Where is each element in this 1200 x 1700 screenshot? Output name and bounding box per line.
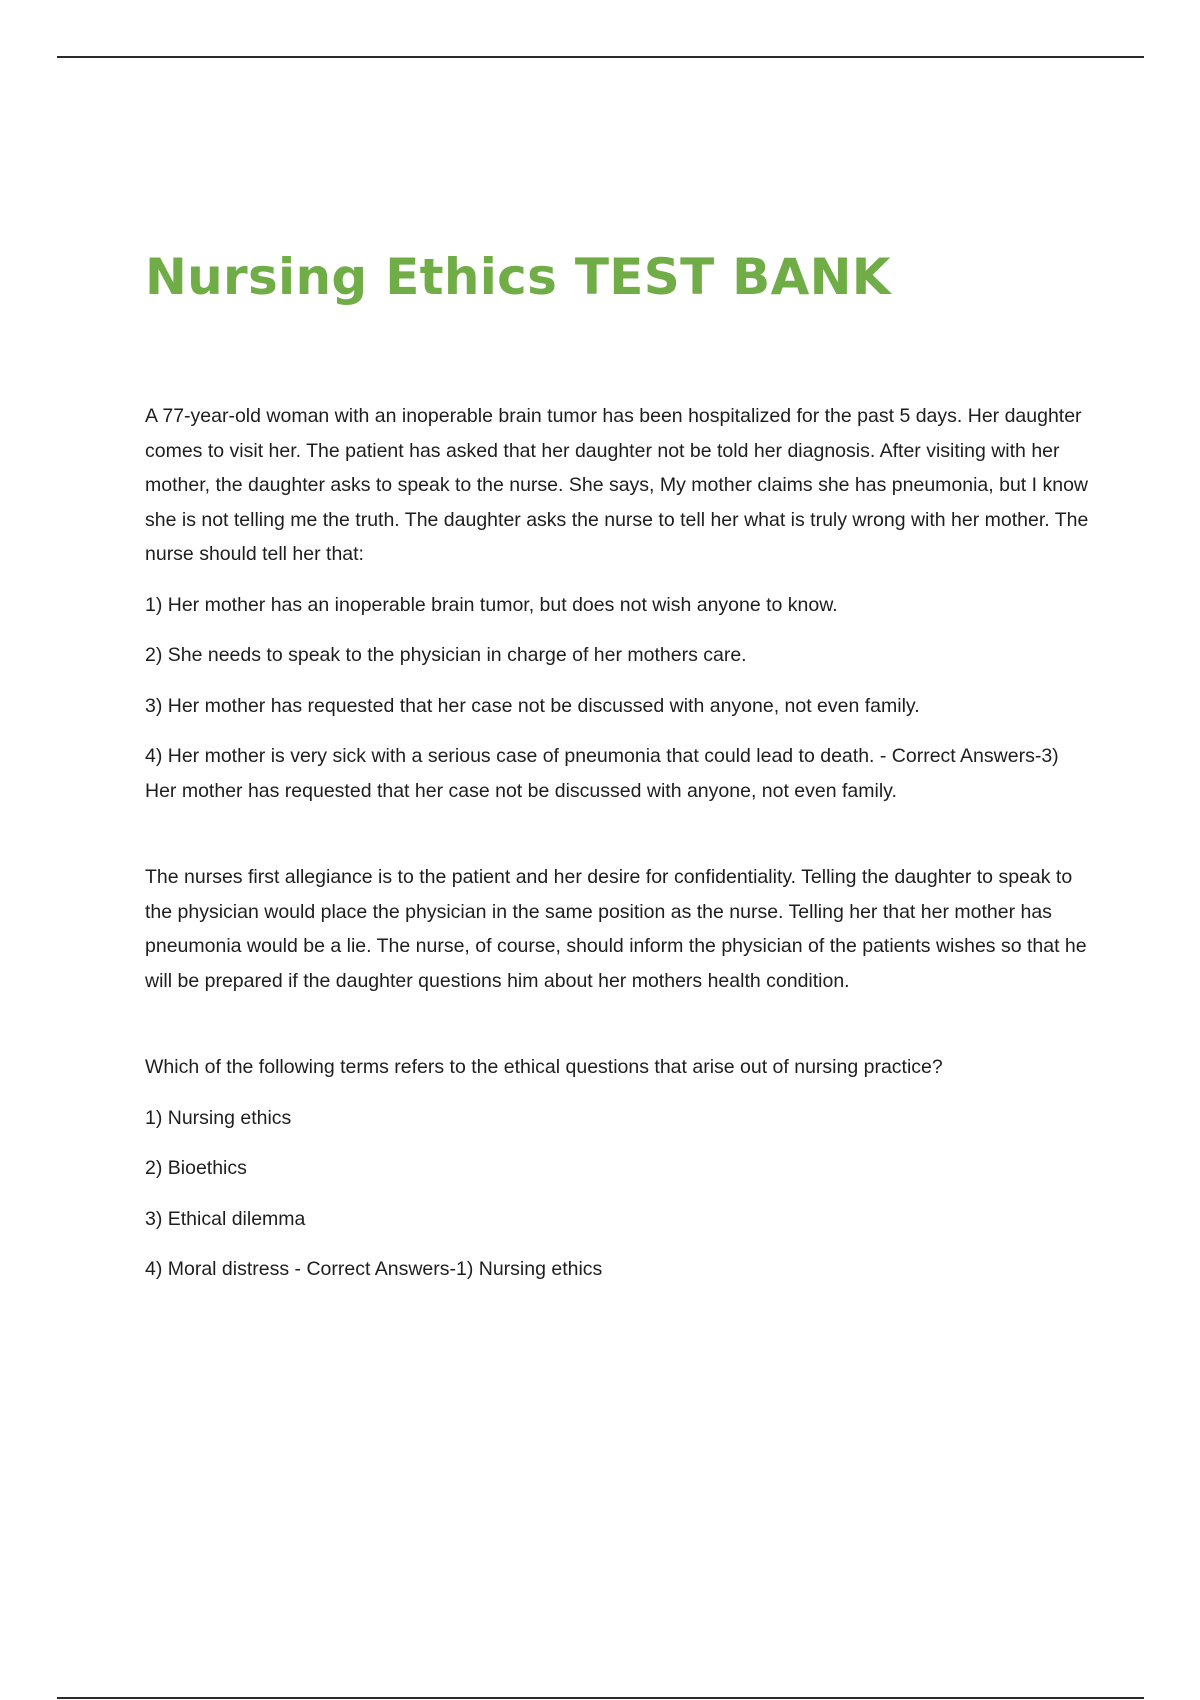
question-1-rationale: The nurses first allegiance is to the patient and her desire for confidentiality. Telling the daughter to speak to the physician would place the physician in the same position as the nurse. Telling her that her mother has pneumonia would be a lie. The nurse, of course, should inform the physician of the patients wishes so that he will be prepared if the daughter questions him about her mothers health condition.	[145, 866, 1087, 992]
question-2-stem: Which of the following terms refers to the ethical questions that arise out of nursing practice?	[145, 1056, 943, 1078]
question-2	[145, 1050, 1090, 1287]
question-1-option-2: 2) She needs to speak to the physician in charge of her mothers care.	[145, 644, 747, 666]
question-1-stem: A 77-year-old woman with an inoperable brain tumor has been hospitalized for the past 5 days. Her daughter comes to visit her. The patient has asked that her daughter not be told her diagnosis. After visiting with her mother, the daughter asks to speak to the nurse. She says, My mother claims she has pneumonia, but I know she is not telling me the truth. The daughter asks the nurse to tell her what is truly wrong with her mother. The nurse should tell her that:	[145, 405, 1089, 565]
question-1-option-3: 3) Her mother has requested that her case not be discussed with anyone, not even family.	[145, 694, 920, 717]
document-body	[145, 399, 1090, 1287]
question-2-option-3: 3) Ethical dilemma	[145, 1207, 306, 1230]
header-rule	[57, 56, 1144, 58]
question-1	[145, 399, 1090, 808]
document-title: Nursing Ethics TEST BANK	[145, 248, 891, 306]
question-1-option-1: 1) Her mother has an inoperable brain tumor, but does not wish anyone to know.	[145, 593, 838, 616]
question-2-option-2: 2) Bioethics	[145, 1157, 247, 1179]
question-1-option-4: 4) Her mother is very sick with a serious case of pneumonia that could lead to death. - Correct Answers-3) Her mother has requested that her case not be discussed with anyone, not even family.	[145, 745, 1059, 802]
question-2-option-4: 4) Moral distress - Correct Answers-1) Nursing ethics	[145, 1258, 603, 1280]
question-2-option-1: 1) Nursing ethics	[145, 1106, 292, 1129]
footer-rule	[57, 1697, 1144, 1699]
